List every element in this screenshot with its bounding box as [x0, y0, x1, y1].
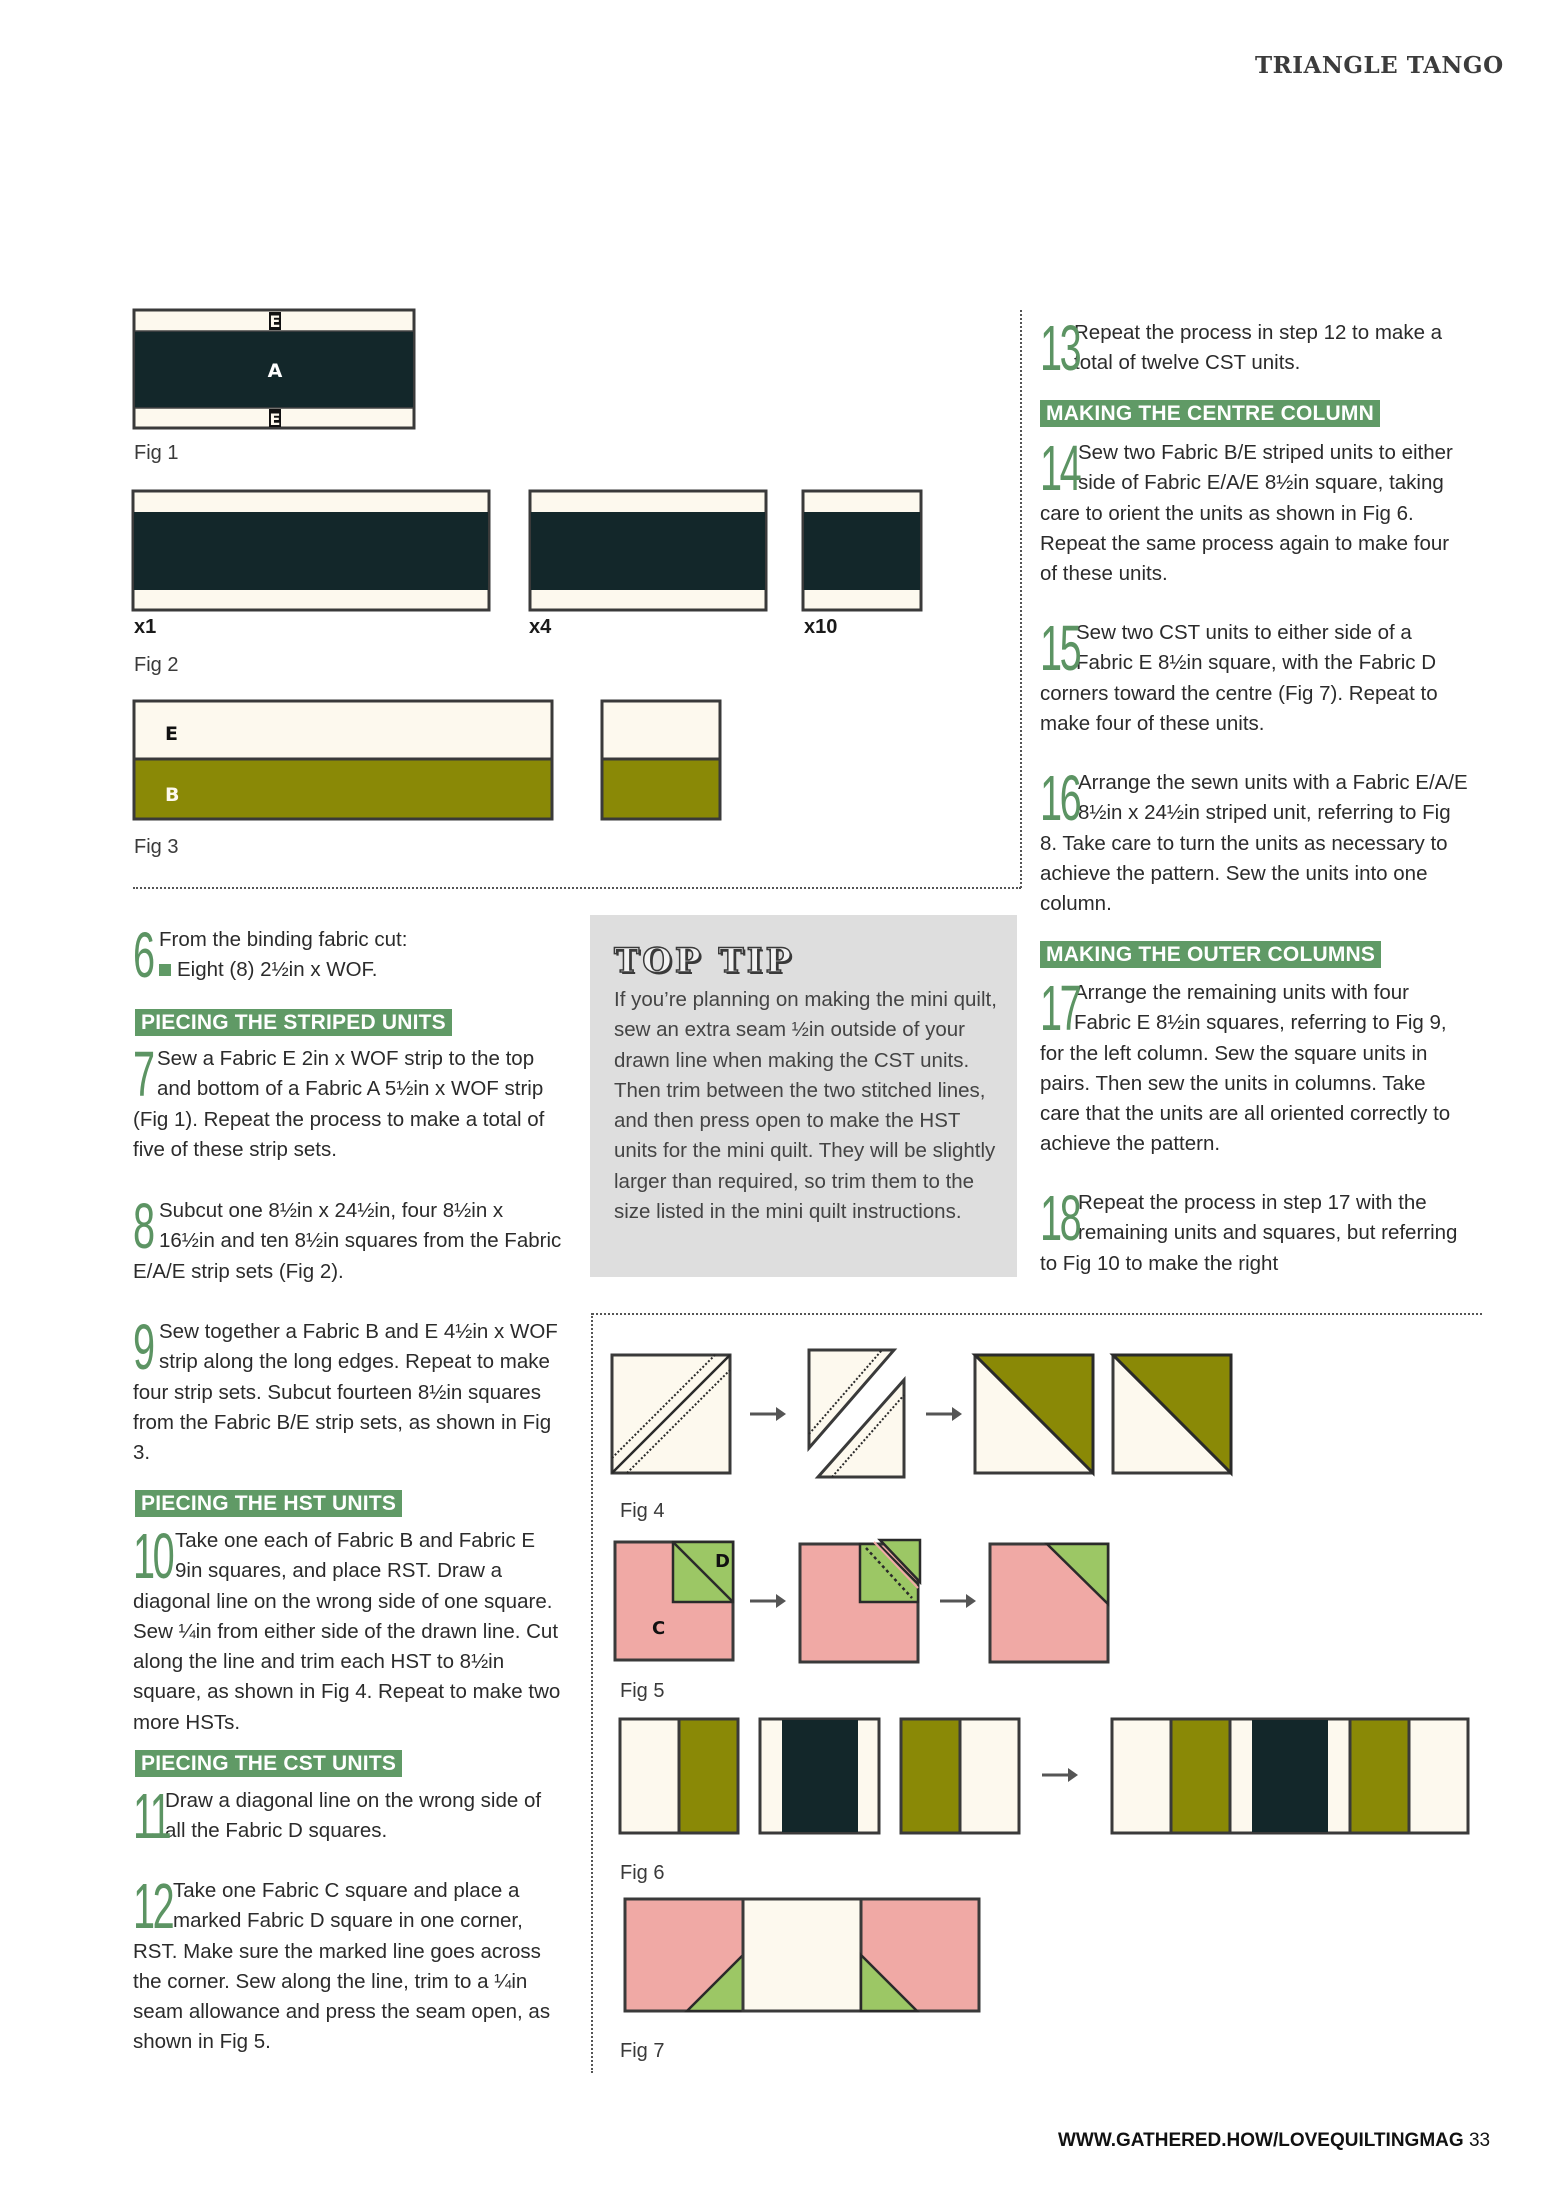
fig4-label: Fig 4	[620, 1500, 665, 1522]
step-number: 8	[133, 1190, 153, 1262]
heading-centre-column	[1040, 400, 1380, 427]
step-15	[1040, 612, 1470, 739]
step-text: PIECING THE HST UNITS	[135, 1490, 402, 1517]
fig5-step-2	[800, 1540, 920, 1662]
fig2-square-unit	[803, 491, 921, 610]
divider-vertical-bottom	[591, 1313, 593, 2073]
step-text: Repeat the process in step 17 with the remaining units and squares, but referring to Fig 10 to make the right	[1040, 1191, 1458, 1275]
step-8	[133, 1190, 563, 1287]
step-number: 12	[133, 1870, 173, 1942]
fig7-centre-square	[743, 1899, 861, 2011]
step-text: Sew two Fabric B/E striped units to either side of Fabric E/A/E 8½in square, taking care to orient the units as shown in Fig 6. Repeat the same process again to make four of these units.	[1040, 441, 1453, 586]
step-text: Arrange the remaining units with four Fabric E 8½in squares, referring to Fig 9, for the left column. Sew the square units in pairs. Then sew the units in columns. Take care that the units are all oriented correctly to achieve the pattern.	[1040, 981, 1451, 1156]
step-7	[133, 1038, 563, 1165]
fig2-subcuts	[130, 488, 930, 616]
fig1-letter-e-bottom: E	[269, 410, 281, 429]
fig6-joined-unit	[1112, 1719, 1468, 1833]
step-number: 15	[1040, 612, 1080, 684]
fig1-letter-a: A	[267, 360, 283, 382]
fig1-strip-set	[132, 308, 418, 432]
step-text: Sew together a Fabric B and E 4½in x WOF strip along the long edges. Repeat to make four strip sets. Subcut fourteen 8½in squares from the Fabric B/E strip sets, as shown in Fig 3.	[133, 1320, 558, 1465]
top-tip-box	[590, 915, 1017, 1277]
arrow-right-icon	[750, 1594, 786, 1608]
fig3-square-cream	[602, 701, 720, 759]
step-18	[1040, 1182, 1470, 1279]
step-text: PIECING THE STRIPED UNITS	[135, 1009, 452, 1036]
divider-vertical-top	[1020, 310, 1022, 888]
step-text: Repeat the process in step 12 to make a total of twelve CST units.	[1074, 321, 1443, 375]
divider-horizontal-top	[133, 887, 1021, 889]
fig3-square-olive	[602, 759, 720, 819]
fig2-label: Fig 2	[134, 654, 179, 676]
running-title: TRIANGLE TANGO	[1255, 52, 1504, 79]
fig4-hst-unit-1	[975, 1355, 1093, 1473]
step-text: PIECING THE CST UNITS	[135, 1750, 402, 1777]
fig5-cst-diagram	[610, 1532, 1170, 1672]
step-14	[1040, 432, 1470, 589]
fig1-label: Fig 1	[134, 442, 179, 464]
fig4-marked-square	[612, 1355, 730, 1473]
bullet-square-icon	[159, 964, 171, 976]
arrow-right-icon	[926, 1407, 962, 1421]
fig6-centre-unit-diagram	[610, 1715, 1490, 1840]
step-16	[1040, 762, 1470, 919]
step-text: Arrange the sewn units with a Fabric E/A/E 8½in x 24½in striped unit, referring to Fig 8. Take care to turn the units as necessary to achieve the pattern. Sew the units into one column.	[1040, 771, 1468, 916]
fig3-strip-set	[131, 698, 731, 826]
step-number: 17	[1040, 972, 1080, 1044]
fig7-cst-left	[625, 1899, 743, 2011]
fig7-label: Fig 7	[620, 2040, 665, 2062]
step-10	[133, 1520, 563, 1738]
step-number: 18	[1040, 1182, 1080, 1254]
step-text: Eight (8) 2½in x WOF.	[177, 958, 378, 982]
step-text: Sew two CST units to either side of a Fabric E 8½in square, with the Fabric D corners toward the centre (Fig 7). Repeat to make four of these units.	[1040, 621, 1438, 735]
fig4-cut-square	[809, 1350, 904, 1477]
step-6	[133, 919, 563, 991]
arrow-right-icon	[1042, 1768, 1078, 1782]
fig2-qty-square: x10	[804, 616, 838, 638]
step-number: 10	[133, 1520, 173, 1592]
page-number: 33	[1468, 2130, 1491, 2151]
fig2-qty-long: x1	[134, 616, 157, 638]
footer	[1058, 2130, 1490, 2152]
step-number: 7	[133, 1038, 153, 1110]
step-number: 14	[1040, 432, 1080, 504]
fig6-eae-unit	[760, 1719, 879, 1833]
step-11	[133, 1780, 563, 1852]
step-text: Subcut one 8½in x 24½in, four 8½in x 16½in and ten 8½in squares from the Fabric E/A/E strip sets (Fig 2).	[133, 1199, 562, 1283]
heading-cst-units	[135, 1750, 402, 1777]
step-text: Sew a Fabric E 2in x WOF strip to the top and bottom of a Fabric A 5½in x WOF strip (Fig 1). Repeat the process to make a total of five of these strip sets.	[133, 1047, 545, 1161]
fig3-label: Fig 3	[134, 836, 179, 858]
step-9	[133, 1311, 563, 1468]
fig4-hst-unit-2	[1113, 1355, 1231, 1473]
footer-url[interactable]: WWW.GATHERED.HOW/LOVEQUILTINGMAG	[1058, 2130, 1464, 2151]
heading-hst-units	[135, 1490, 402, 1517]
heading-striped-units	[135, 1009, 452, 1036]
divider-horizontal-middle	[592, 1313, 1482, 1315]
fig2-long-unit	[133, 491, 489, 610]
fig7-cst-right	[861, 1899, 979, 2011]
step-number: 11	[133, 1780, 170, 1852]
step-text: Take one each of Fabric B and Fabric E 9in squares, and place RST. Draw a diagonal line on the wrong side of one square. Sew ¼in from either side of the drawn line. Cut along the line and trim each HST to 8½in square, as shown in Fig 4. Repeat to make two more HSTs.	[133, 1529, 561, 1734]
fig5-letter-c: C	[652, 1618, 666, 1639]
fig2-medium-unit	[530, 491, 766, 610]
fig6-be-unit-right	[901, 1719, 1019, 1833]
step-number: 16	[1040, 762, 1080, 834]
arrow-right-icon	[750, 1407, 786, 1421]
step-number: 13	[1040, 312, 1080, 384]
fig5-step-1	[615, 1542, 733, 1660]
fig5-letter-d: D	[715, 1551, 730, 1572]
fig6-label: Fig 6	[620, 1862, 665, 1884]
step-17	[1040, 972, 1470, 1160]
step-12	[133, 1870, 563, 2058]
step-text: MAKING THE OUTER COLUMNS	[1040, 941, 1381, 968]
step-text: Take one Fabric C square and place a marked Fabric D square in one corner, RST. Make sure the marked line goes across the corner. Sew along the line, trim to a ¼in seam allowance and press the seam open, as shown in Fig 5.	[133, 1879, 551, 2054]
heading-outer-columns	[1040, 941, 1381, 968]
fig5-label: Fig 5	[620, 1680, 665, 1702]
top-tip-text: If you’re planning on making the mini quilt, sew an extra seam ½in outside of your drawn line when making the CST units. Then trim between the two stitched lines, and then press open to make the HST units for the mini quilt. They will be slightly larger than required, so trim them to the size listed in the mini quilt instructions.	[614, 988, 997, 1224]
fig3-letter-b: B	[165, 784, 180, 806]
step-number: 6	[133, 919, 153, 991]
fig7-cst-row-diagram	[610, 1895, 990, 2020]
step-text: MAKING THE CENTRE COLUMN	[1040, 400, 1380, 427]
fig1-letter-e-top: E	[269, 312, 281, 331]
fig3-letter-e: E	[165, 723, 178, 745]
fig2-qty-medium: x4	[529, 616, 552, 638]
fig4-hst-diagram	[610, 1340, 1300, 1480]
step-text: From the binding fabric cut:	[159, 928, 408, 951]
step-13	[1040, 312, 1470, 384]
arrow-right-icon	[940, 1594, 976, 1608]
top-tip-title: TOP TIP	[614, 941, 795, 981]
fig5-step-3	[990, 1544, 1108, 1662]
step-text: Draw a diagonal line on the wrong side of all the Fabric D squares.	[165, 1789, 542, 1843]
fig6-be-unit-left	[620, 1719, 738, 1833]
step-number: 9	[133, 1311, 153, 1383]
